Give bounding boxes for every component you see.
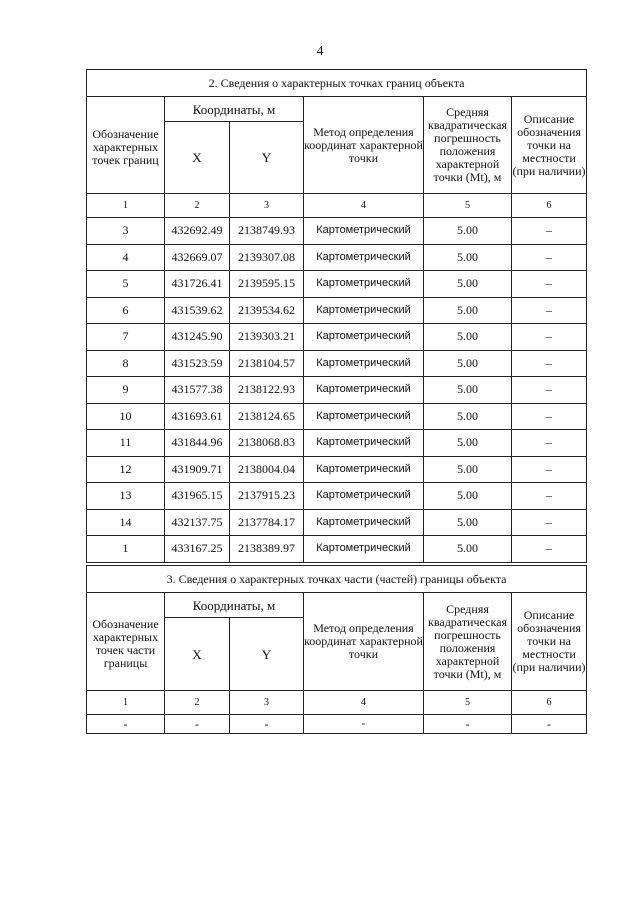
table-row bbox=[87, 509, 587, 536]
description-cell: – bbox=[512, 483, 587, 510]
y-coordinate-cell: 2139534.62 bbox=[230, 297, 304, 324]
column-number: 5 bbox=[424, 691, 512, 715]
y-coordinate-cell: 2139595.15 bbox=[230, 271, 304, 298]
point-number-cell: 4 bbox=[87, 244, 165, 271]
mt-error-cell: 5.00 bbox=[424, 377, 512, 404]
header-x: X bbox=[165, 122, 230, 194]
method-cell: Картометрический bbox=[304, 350, 424, 377]
description-cell: – bbox=[512, 456, 587, 483]
column-numbers-row bbox=[87, 691, 587, 715]
description-cell: – bbox=[512, 430, 587, 457]
y-coordinate-cell: 2139303.21 bbox=[230, 324, 304, 351]
description-cell: – bbox=[512, 324, 587, 351]
mt-error-cell: 5.00 bbox=[424, 324, 512, 351]
description-cell: – bbox=[512, 244, 587, 271]
header-designation: Обозначение характерных точек границ bbox=[87, 97, 165, 194]
method-cell: Картометрический bbox=[304, 297, 424, 324]
column-number: 6 bbox=[512, 691, 587, 715]
page-number: 4 bbox=[316, 44, 324, 59]
point-number-cell: 1 bbox=[87, 536, 165, 563]
method-cell: Картометрический bbox=[304, 536, 424, 563]
column-number: 2 bbox=[165, 194, 230, 218]
header-y: Y bbox=[230, 122, 304, 194]
point-number-cell: 9 bbox=[87, 377, 165, 404]
table-row bbox=[87, 456, 587, 483]
table-row bbox=[87, 430, 587, 457]
x-coordinate-cell: 431965.15 bbox=[165, 483, 230, 510]
point-number-cell: 8 bbox=[87, 350, 165, 377]
x-coordinate-cell: 431693.61 bbox=[165, 403, 230, 430]
description-cell: – bbox=[512, 218, 587, 245]
boundary-points-table bbox=[86, 69, 587, 563]
x-coordinate-cell: 431726.41 bbox=[165, 271, 230, 298]
header-y: Y bbox=[230, 618, 304, 691]
method-cell: Картометрический bbox=[304, 244, 424, 271]
section-2-title: 2. Сведения о характерных точках границ объекта bbox=[87, 70, 587, 97]
x-coordinate-cell: - bbox=[165, 715, 230, 734]
x-coordinate-cell: 432137.75 bbox=[165, 509, 230, 536]
table-row bbox=[87, 244, 587, 271]
part-boundary-points-rows bbox=[87, 715, 587, 734]
y-coordinate-cell: 2138122.93 bbox=[230, 377, 304, 404]
mt-error-cell: 5.00 bbox=[424, 536, 512, 563]
column-number: 1 bbox=[87, 691, 165, 715]
y-coordinate-cell: 2138124.65 bbox=[230, 403, 304, 430]
method-cell: Картометрический bbox=[304, 456, 424, 483]
x-coordinate-cell: 431909.71 bbox=[165, 456, 230, 483]
method-cell: Картометрический bbox=[304, 403, 424, 430]
mt-error-cell: 5.00 bbox=[424, 350, 512, 377]
x-coordinate-cell: 431539.62 bbox=[165, 297, 230, 324]
mt-error-cell: 5.00 bbox=[424, 483, 512, 510]
y-coordinate-cell: 2138749.93 bbox=[230, 218, 304, 245]
table-row bbox=[87, 715, 587, 734]
x-coordinate-cell: 431577.38 bbox=[165, 377, 230, 404]
section-3-title: 3. Сведения о характерных точках части (частей) границы объекта bbox=[87, 566, 587, 593]
description-cell: – bbox=[512, 271, 587, 298]
point-number-cell: - bbox=[87, 715, 165, 734]
method-cell: Картометрический bbox=[304, 430, 424, 457]
point-number-cell: 11 bbox=[87, 430, 165, 457]
method-cell: Картометрический bbox=[304, 218, 424, 245]
description-cell: – bbox=[512, 403, 587, 430]
method-cell: Картометрический bbox=[304, 377, 424, 404]
header-description: Описание обозначения точки на местности (при наличии) bbox=[512, 97, 587, 194]
column-number: 4 bbox=[304, 691, 424, 715]
header-method: Метод определения координат характерной точки bbox=[304, 593, 424, 691]
column-number: 3 bbox=[230, 194, 304, 218]
column-number: 3 bbox=[230, 691, 304, 715]
table-row bbox=[87, 218, 587, 245]
header-designation: Обозначение характерных точек части границы bbox=[87, 593, 165, 691]
header-description: Описание обозначения точки на местности (при наличии) bbox=[512, 593, 587, 691]
part-boundary-points-table bbox=[86, 565, 587, 734]
column-number: 2 bbox=[165, 691, 230, 715]
mt-error-cell: 5.00 bbox=[424, 271, 512, 298]
point-number-cell: 10 bbox=[87, 403, 165, 430]
description-cell: – bbox=[512, 297, 587, 324]
mt-error-cell: 5.00 bbox=[424, 244, 512, 271]
x-coordinate-cell: 431844.96 bbox=[165, 430, 230, 457]
y-coordinate-cell: 2137784.17 bbox=[230, 509, 304, 536]
method-cell: Картометрический bbox=[304, 271, 424, 298]
column-number: 6 bbox=[512, 194, 587, 218]
mt-error-cell: 5.00 bbox=[424, 430, 512, 457]
column-numbers-row bbox=[87, 194, 587, 218]
y-coordinate-cell: 2138068.83 bbox=[230, 430, 304, 457]
point-number-cell: 3 bbox=[87, 218, 165, 245]
method-cell: Картометрический bbox=[304, 509, 424, 536]
description-cell: – bbox=[512, 377, 587, 404]
point-number-cell: 13 bbox=[87, 483, 165, 510]
mt-error-cell: - bbox=[424, 715, 512, 734]
table-row bbox=[87, 297, 587, 324]
x-coordinate-cell: 431523.59 bbox=[165, 350, 230, 377]
method-cell: Картометрический bbox=[304, 483, 424, 510]
x-coordinate-cell: 431245.90 bbox=[165, 324, 230, 351]
header-error: Средняя квадратическая погрешность положения характерной точки (Mt), м bbox=[424, 97, 512, 194]
header-error: Средняя квадратическая погрешность положения характерной точки (Mt), м bbox=[424, 593, 512, 691]
mt-error-cell: 5.00 bbox=[424, 456, 512, 483]
y-coordinate-cell: 2138389.97 bbox=[230, 536, 304, 563]
description-cell: – bbox=[512, 350, 587, 377]
x-coordinate-cell: 432669.07 bbox=[165, 244, 230, 271]
y-coordinate-cell: 2137915.23 bbox=[230, 483, 304, 510]
header-x: X bbox=[165, 618, 230, 691]
header-method: Метод определения координат характерной точки bbox=[304, 97, 424, 194]
table-row bbox=[87, 350, 587, 377]
column-number: 4 bbox=[304, 194, 424, 218]
method-cell: - bbox=[304, 715, 424, 734]
point-number-cell: 7 bbox=[87, 324, 165, 351]
mt-error-cell: 5.00 bbox=[424, 218, 512, 245]
y-coordinate-cell: 2138004.04 bbox=[230, 456, 304, 483]
y-coordinate-cell: 2139307.08 bbox=[230, 244, 304, 271]
table-row bbox=[87, 536, 587, 563]
point-number-cell: 14 bbox=[87, 509, 165, 536]
boundary-points-rows bbox=[87, 218, 587, 563]
mt-error-cell: 5.00 bbox=[424, 509, 512, 536]
table-row bbox=[87, 403, 587, 430]
y-coordinate-cell: - bbox=[230, 715, 304, 734]
x-coordinate-cell: 432692.49 bbox=[165, 218, 230, 245]
description-cell: - bbox=[512, 715, 587, 734]
method-cell: Картометрический bbox=[304, 324, 424, 351]
column-number: 1 bbox=[87, 194, 165, 218]
mt-error-cell: 5.00 bbox=[424, 297, 512, 324]
point-number-cell: 5 bbox=[87, 271, 165, 298]
description-cell: – bbox=[512, 536, 587, 563]
mt-error-cell: 5.00 bbox=[424, 403, 512, 430]
table-row bbox=[87, 271, 587, 298]
table-row bbox=[87, 377, 587, 404]
table-row bbox=[87, 483, 587, 510]
point-number-cell: 12 bbox=[87, 456, 165, 483]
y-coordinate-cell: 2138104.57 bbox=[230, 350, 304, 377]
header-coordinates: Координаты, м bbox=[165, 97, 304, 122]
header-coordinates: Координаты, м bbox=[165, 593, 304, 618]
table-row bbox=[87, 324, 587, 351]
x-coordinate-cell: 433167.25 bbox=[165, 536, 230, 563]
point-number-cell: 6 bbox=[87, 297, 165, 324]
column-number: 5 bbox=[424, 194, 512, 218]
description-cell: – bbox=[512, 509, 587, 536]
